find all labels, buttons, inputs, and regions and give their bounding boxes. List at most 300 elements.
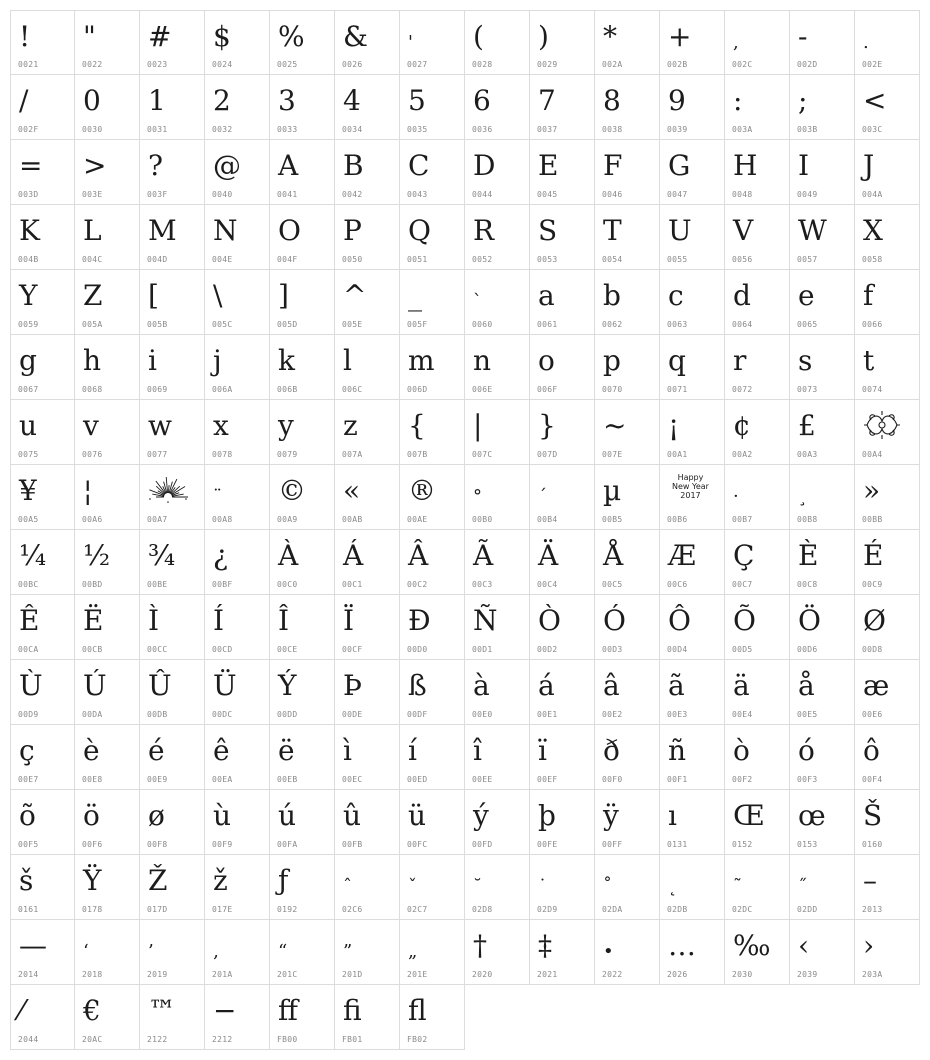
glyph-cell-2013 xyxy=(855,855,920,920)
codepoint-label: 0023 xyxy=(147,60,168,69)
codepoint-label: 0024 xyxy=(212,60,233,69)
glyph-cell-2019 xyxy=(140,920,205,985)
glyph-cell-00bd xyxy=(75,530,140,595)
glyph-sample: n xyxy=(473,344,492,377)
glyph-cell-00e4 xyxy=(725,660,790,725)
glyph-sample: ø xyxy=(148,799,165,832)
glyph-sample: ã xyxy=(668,669,685,702)
glyph-grid xyxy=(10,10,920,1050)
glyph-sample: ì xyxy=(343,734,352,767)
glyph-cell-00c6 xyxy=(660,530,725,595)
glyph-sample: > xyxy=(83,149,107,182)
codepoint-label: FB00 xyxy=(277,1035,298,1044)
glyph-sample: ˘ xyxy=(473,876,482,897)
codepoint-label: 007B xyxy=(407,450,428,459)
glyph-cell-00a7 xyxy=(140,465,205,530)
codepoint-label: 00EB xyxy=(277,775,298,784)
codepoint-label: 0049 xyxy=(797,190,818,199)
glyph-sample: = xyxy=(19,149,43,182)
glyph-sample: ! xyxy=(19,20,31,53)
glyph-cell-0153 xyxy=(790,790,855,855)
glyph-sample: ~ xyxy=(603,409,627,442)
glyph-cell-0042 xyxy=(335,140,400,205)
glyph-cell-0047 xyxy=(660,140,725,205)
glyph-cell-00f2 xyxy=(725,725,790,790)
glyph-sample: É xyxy=(863,539,884,572)
codepoint-label: 0161 xyxy=(18,905,39,914)
codepoint-label: 00B4 xyxy=(537,515,558,524)
glyph-sample: — xyxy=(19,929,47,962)
codepoint-label: 201C xyxy=(277,970,298,979)
codepoint-label: 2122 xyxy=(147,1035,168,1044)
glyph-sample: ˚ xyxy=(603,876,612,897)
glyph-sample: ü xyxy=(408,799,427,832)
glyph-cell-00f6 xyxy=(75,790,140,855)
glyph-sample: á xyxy=(538,669,555,702)
codepoint-label: 00D2 xyxy=(537,645,558,654)
glyph-sample: N xyxy=(213,214,238,247)
codepoint-label: 00E3 xyxy=(667,710,688,719)
codepoint-label: 00A4 xyxy=(862,450,883,459)
codepoint-label: 0034 xyxy=(342,125,363,134)
glyph-sample: ‚ xyxy=(213,941,219,962)
glyph-sample: ˇ xyxy=(408,876,417,897)
glyph-sample: ç xyxy=(19,734,35,767)
glyph-cell-00cb xyxy=(75,595,140,660)
codepoint-label: 0069 xyxy=(147,385,168,394)
glyph-cell-00a5 xyxy=(10,465,75,530)
glyph-cell-00ec xyxy=(335,725,400,790)
glyph-sample: C xyxy=(408,149,430,182)
codepoint-label: 0025 xyxy=(277,60,298,69)
glyph-sample: ˜ xyxy=(733,876,742,897)
glyph-sample: è xyxy=(83,734,100,767)
glyph-cell-006f xyxy=(530,335,595,400)
happy-new-year-line: New Year xyxy=(672,482,709,491)
glyph-cell-0044 xyxy=(465,140,530,205)
glyph-sample: ¡ xyxy=(668,409,680,442)
glyph-cell-0021 xyxy=(10,10,75,75)
codepoint-label: 00C2 xyxy=(407,580,428,589)
codepoint-label: 02D9 xyxy=(537,905,558,914)
glyph-sample: D xyxy=(473,149,496,182)
codepoint-label: 00CC xyxy=(147,645,168,654)
codepoint-label: 00ED xyxy=(407,775,428,784)
codepoint-label: 00D0 xyxy=(407,645,428,654)
codepoint-label: 003B xyxy=(797,125,818,134)
glyph-sample: d xyxy=(733,279,751,312)
codepoint-label: 0192 xyxy=(277,905,298,914)
glyph-cell-00bf xyxy=(205,530,270,595)
codepoint-label: 0073 xyxy=(797,385,818,394)
glyph-sample: î xyxy=(473,734,482,767)
glyph-cell-0056 xyxy=(725,205,790,270)
glyph-sample: ú xyxy=(278,799,297,832)
glyph-cell-0060 xyxy=(465,270,530,335)
codepoint-label: 00BF xyxy=(212,580,233,589)
glyph-cell-02c7 xyxy=(400,855,465,920)
glyph-sample: „ xyxy=(408,941,418,962)
codepoint-label: 0055 xyxy=(667,255,688,264)
codepoint-label: 00A3 xyxy=(797,450,818,459)
glyph-sample: Š xyxy=(863,799,883,832)
glyph-sample: u xyxy=(19,409,38,442)
glyph-sample: Û xyxy=(148,669,172,702)
glyph-cell-007e xyxy=(595,400,660,465)
glyph-cell-0192 xyxy=(270,855,335,920)
glyph-cell-00c4 xyxy=(530,530,595,595)
glyph-cell-002f xyxy=(10,75,75,140)
glyph-cell-00d2 xyxy=(530,595,595,660)
glyph-cell-00ce xyxy=(270,595,335,660)
codepoint-label: 0059 xyxy=(18,320,39,329)
codepoint-label: 00DE xyxy=(342,710,363,719)
codepoint-label: 00D6 xyxy=(797,645,818,654)
glyph-cell-00b0 xyxy=(465,465,530,530)
codepoint-label: 0065 xyxy=(797,320,818,329)
glyph-sample: 4 xyxy=(343,84,361,117)
glyph-sample: | xyxy=(473,409,483,442)
codepoint-label: 00D8 xyxy=(862,645,883,654)
glyph-cell-0161 xyxy=(10,855,75,920)
codepoint-label: 0054 xyxy=(602,255,623,264)
codepoint-label: 003A xyxy=(732,125,753,134)
glyph-cell-00c5 xyxy=(595,530,660,595)
codepoint-label: 003C xyxy=(862,125,883,134)
glyph-cell-0036 xyxy=(465,75,530,140)
glyph-cell-00cc xyxy=(140,595,205,660)
glyph-cell-0023 xyxy=(140,10,205,75)
glyph-sample: Ì xyxy=(148,604,160,637)
glyph-cell-0076 xyxy=(75,400,140,465)
glyph-sample: ⁄ xyxy=(19,994,24,1027)
glyph-sample: j xyxy=(213,344,222,377)
glyph-cell-00c7 xyxy=(725,530,790,595)
glyph-cell-0070 xyxy=(595,335,660,400)
glyph-cell-00d9 xyxy=(10,660,75,725)
codepoint-label: 00AB xyxy=(342,515,363,524)
codepoint-label: 0042 xyxy=(342,190,363,199)
glyph-cell-005b xyxy=(140,270,205,335)
glyph-sample: a xyxy=(538,279,555,312)
glyph-cell-002c xyxy=(725,10,790,75)
codepoint-label: 004E xyxy=(212,255,233,264)
glyph-cell-0025 xyxy=(270,10,335,75)
glyph-sample: ´ xyxy=(538,486,547,507)
codepoint-label: 0074 xyxy=(862,385,883,394)
glyph-sample: ‰ xyxy=(733,929,771,962)
glyph-sample: å xyxy=(798,669,815,702)
codepoint-label: 00DA xyxy=(82,710,103,719)
glyph-sample: M xyxy=(148,214,177,247)
glyph-sample: ƒ xyxy=(278,864,289,897)
codepoint-label: 0063 xyxy=(667,320,688,329)
glyph-sample: ﬀ xyxy=(278,994,298,1027)
glyph-sample: œ xyxy=(798,799,826,832)
codepoint-label: 006B xyxy=(277,385,298,394)
glyph-cell-00a2 xyxy=(725,400,790,465)
glyph-sample: ¾ xyxy=(148,539,176,572)
glyph-cell-00fe xyxy=(530,790,595,855)
glyph-cell-0033 xyxy=(270,75,335,140)
codepoint-label: 0038 xyxy=(602,125,623,134)
glyph-cell-00ff xyxy=(595,790,660,855)
glyph-cell-2122 xyxy=(140,985,205,1050)
glyph-cell-00de xyxy=(335,660,400,725)
glyph-sample: 1 xyxy=(148,84,166,117)
glyph-cell-0160 xyxy=(855,790,920,855)
glyph-cell-0064 xyxy=(725,270,790,335)
codepoint-label: 00EC xyxy=(342,775,363,784)
glyph-cell-00f4 xyxy=(855,725,920,790)
codepoint-label: 0031 xyxy=(147,125,168,134)
glyph-sample: 8 xyxy=(603,84,621,117)
codepoint-label: 017D xyxy=(147,905,168,914)
glyph-sample: ÿ xyxy=(603,799,619,832)
glyph-cell-0031 xyxy=(140,75,205,140)
glyph-cell-0078 xyxy=(205,400,270,465)
codepoint-label: 00FF xyxy=(602,840,623,849)
glyph-sample: k xyxy=(278,344,295,377)
glyph-cell-0037 xyxy=(530,75,595,140)
codepoint-label: 0071 xyxy=(667,385,688,394)
glyph-cell-201e xyxy=(400,920,465,985)
codepoint-label: 02DA xyxy=(602,905,623,914)
glyph-cell-0074 xyxy=(855,335,920,400)
codepoint-label: 003E xyxy=(82,190,103,199)
codepoint-label: 0048 xyxy=(732,190,753,199)
glyph-sample: c xyxy=(668,279,684,312)
glyph-sample: g xyxy=(19,344,37,377)
codepoint-label: 002F xyxy=(18,125,39,134)
codepoint-label: 00DC xyxy=(212,710,233,719)
glyph-cell-0052 xyxy=(465,205,530,270)
glyph-sample: ’ xyxy=(148,941,154,962)
glyph-cell-0073 xyxy=(790,335,855,400)
codepoint-label: 0131 xyxy=(667,840,688,849)
glyph-cell-0049 xyxy=(790,140,855,205)
glyph-sample: @ xyxy=(213,149,241,182)
codepoint-label: 0035 xyxy=(407,125,428,134)
glyph-cell-2021 xyxy=(530,920,595,985)
glyph-sample: } xyxy=(538,409,556,442)
codepoint-label: 00E4 xyxy=(732,710,753,719)
glyph-cell-00a8 xyxy=(205,465,270,530)
codepoint-label: 00F1 xyxy=(667,775,688,784)
glyph-sample: ð xyxy=(603,734,620,767)
glyph-cell-00dd xyxy=(270,660,335,725)
glyph-cell-017d xyxy=(140,855,205,920)
codepoint-label: 00F0 xyxy=(602,775,623,784)
glyph-sample: ˛ xyxy=(668,876,677,897)
codepoint-label: 0072 xyxy=(732,385,753,394)
glyph-cell-201a xyxy=(205,920,270,985)
codepoint-label: 0046 xyxy=(602,190,623,199)
codepoint-label: 00F6 xyxy=(82,840,103,849)
codepoint-label: 0058 xyxy=(862,255,883,264)
codepoint-label: 2044 xyxy=(18,1035,39,1044)
glyph-cell-00be xyxy=(140,530,205,595)
glyph-sample: F xyxy=(603,149,623,182)
glyph-cell-005e xyxy=(335,270,400,335)
glyph-cell-00b5 xyxy=(595,465,660,530)
glyph-sample: f xyxy=(863,279,874,312)
codepoint-label: 00C0 xyxy=(277,580,298,589)
glyph-sample: Ž xyxy=(148,864,168,897)
codepoint-label: 2039 xyxy=(797,970,818,979)
glyph-sample: • xyxy=(603,941,614,962)
glyph-sample: x xyxy=(213,409,229,442)
codepoint-label: 006D xyxy=(407,385,428,394)
glyph-cell-0071 xyxy=(660,335,725,400)
codepoint-label: 003F xyxy=(147,190,168,199)
codepoint-label: 00FB xyxy=(342,840,363,849)
glyph-sample: r xyxy=(733,344,747,377)
codepoint-label: 0026 xyxy=(342,60,363,69)
glyph-sample: ‡ xyxy=(538,929,552,962)
glyph-cell-0053 xyxy=(530,205,595,270)
codepoint-label: 2020 xyxy=(472,970,493,979)
glyph-sample: R xyxy=(473,214,495,247)
glyph-sample: v xyxy=(83,409,99,442)
codepoint-label: 00F5 xyxy=(18,840,39,849)
glyph-cell-00f5 xyxy=(10,790,75,855)
glyph-cell-00b7 xyxy=(725,465,790,530)
glyph-cell-00f3 xyxy=(790,725,855,790)
glyph-sample: P xyxy=(343,214,362,247)
glyph-cell-02da xyxy=(595,855,660,920)
glyph-cell-006d xyxy=(400,335,465,400)
glyph-cell-0059 xyxy=(10,270,75,335)
codepoint-label: 00C3 xyxy=(472,580,493,589)
glyph-sample: l xyxy=(343,344,352,377)
glyph-cell-00d1 xyxy=(465,595,530,660)
codepoint-label: 0178 xyxy=(82,905,103,914)
glyph-cell-00f9 xyxy=(205,790,270,855)
codepoint-label: 20AC xyxy=(82,1035,103,1044)
glyph-cell-005a xyxy=(75,270,140,335)
codepoint-label: 0040 xyxy=(212,190,233,199)
glyph-cell-00d8 xyxy=(855,595,920,660)
glyph-sample: w xyxy=(148,409,172,442)
glyph-cell-0024 xyxy=(205,10,270,75)
codepoint-label: 00A2 xyxy=(732,450,753,459)
glyph-sample: 3 xyxy=(278,84,296,117)
codepoint-label: 0070 xyxy=(602,385,623,394)
codepoint-label: 00C8 xyxy=(797,580,818,589)
codepoint-label: 00E9 xyxy=(147,775,168,784)
codepoint-label: 004A xyxy=(862,190,883,199)
codepoint-label: 0068 xyxy=(82,385,103,394)
glyph-cell-00ee xyxy=(465,725,530,790)
codepoint-label: 007D xyxy=(537,450,558,459)
glyph-cell-2026 xyxy=(660,920,725,985)
glyph-sample: i xyxy=(148,344,157,377)
glyph-cell-fb02 xyxy=(400,985,465,1050)
glyph-cell-00d0 xyxy=(400,595,465,660)
glyph-sample: : xyxy=(733,84,743,117)
glyph-sample: š xyxy=(19,864,34,897)
codepoint-label: 00BD xyxy=(82,580,103,589)
codepoint-label: 0043 xyxy=(407,190,428,199)
codepoint-label: 00B8 xyxy=(797,515,818,524)
flourish-ornament-icon xyxy=(861,408,903,442)
glyph-cell-00cd xyxy=(205,595,270,660)
glyph-sample: L xyxy=(83,214,102,247)
codepoint-label: 0045 xyxy=(537,190,558,199)
codepoint-label: 2021 xyxy=(537,970,558,979)
glyph-sample: S xyxy=(538,214,558,247)
glyph-sample: Ê xyxy=(19,604,40,637)
codepoint-label: 00E1 xyxy=(537,710,558,719)
codepoint-label: 006A xyxy=(212,385,233,394)
glyph-cell-00ed xyxy=(400,725,465,790)
codepoint-label: 00AE xyxy=(407,515,428,524)
codepoint-label: 00B0 xyxy=(472,515,493,524)
glyph-cell-0051 xyxy=(400,205,465,270)
glyph-sample: À xyxy=(278,539,299,572)
glyph-cell-0029 xyxy=(530,10,595,75)
glyph-sample: ˆ xyxy=(343,876,352,897)
codepoint-label: 2030 xyxy=(732,970,753,979)
glyph-sample: Ý xyxy=(278,669,297,702)
glyph-sample: 0 xyxy=(83,84,101,117)
codepoint-label: 00A1 xyxy=(667,450,688,459)
glyph-sample: Ë xyxy=(83,604,104,637)
codepoint-label: 0076 xyxy=(82,450,103,459)
glyph-cell-0054 xyxy=(595,205,660,270)
glyph-sample: . xyxy=(863,32,869,53)
glyph-cell-00dc xyxy=(205,660,270,725)
glyph-cell-004f xyxy=(270,205,335,270)
glyph-sample: þ xyxy=(538,799,556,832)
glyph-cell-00da xyxy=(75,660,140,725)
codepoint-label: 0152 xyxy=(732,840,753,849)
glyph-sample: # xyxy=(148,20,172,53)
codepoint-label: 003D xyxy=(18,190,39,199)
glyph-sample: e xyxy=(798,279,815,312)
glyph-cell-00e9 xyxy=(140,725,205,790)
glyph-sample: ñ xyxy=(668,734,687,767)
glyph-sample: t xyxy=(863,344,875,377)
glyph-cell-005f xyxy=(400,270,465,335)
glyph-cell-0032 xyxy=(205,75,270,140)
glyph-sample: X xyxy=(863,214,883,247)
codepoint-label: 00EE xyxy=(472,775,493,784)
glyph-sample: J xyxy=(863,149,875,182)
glyph-sample: Ç xyxy=(733,539,755,572)
codepoint-label: 00E7 xyxy=(18,775,39,784)
glyph-cell-005d xyxy=(270,270,335,335)
glyph-sample: Ø xyxy=(863,604,886,637)
codepoint-label: 00DF xyxy=(407,710,428,719)
codepoint-label: 00D3 xyxy=(602,645,623,654)
glyph-sample: V xyxy=(733,214,754,247)
glyph-cell-02db xyxy=(660,855,725,920)
glyph-sample: { xyxy=(408,409,426,442)
glyph-cell-0131 xyxy=(660,790,725,855)
glyph-sample: £ xyxy=(798,409,816,442)
glyph-sample: ı xyxy=(668,799,677,832)
glyph-sample: ¨ xyxy=(213,486,222,507)
glyph-sample: ò xyxy=(733,734,750,767)
glyph-cell-00b4 xyxy=(530,465,595,530)
glyph-sample: Ò xyxy=(538,604,561,637)
codepoint-label: 00BE xyxy=(147,580,168,589)
codepoint-label: 00F8 xyxy=(147,840,168,849)
codepoint-label: 0044 xyxy=(472,190,493,199)
glyph-cell-00c9 xyxy=(855,530,920,595)
